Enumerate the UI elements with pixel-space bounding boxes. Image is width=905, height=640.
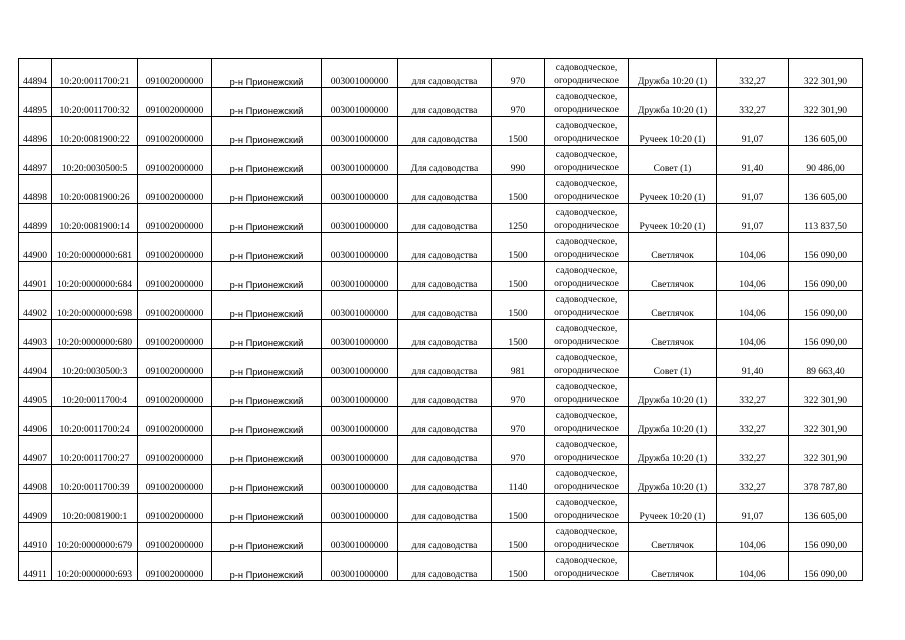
cadastral-number-cell: 10:20:0011700:4 — [52, 378, 138, 407]
cadastral-number-cell: 10:20:0000000:681 — [52, 233, 138, 262]
land-purpose-cell: Для садоводства — [398, 146, 492, 175]
okato-code-cell: 003001000000 — [322, 204, 398, 233]
land-use-type-line: огородническое — [554, 249, 619, 260]
specific-value-cell: 104,06 — [717, 552, 789, 581]
land-purpose-cell: для садоводства — [398, 88, 492, 117]
row-number-cell: 44900 — [19, 233, 52, 262]
specific-value-cell: 91,07 — [717, 494, 789, 523]
specific-value-cell: 104,06 — [717, 523, 789, 552]
specific-value-cell: 91,07 — [717, 117, 789, 146]
code-cell: 091002000000 — [138, 291, 212, 320]
land-use-type-line: огородническое — [554, 510, 619, 521]
okato-code-cell: 003001000000 — [322, 88, 398, 117]
land-use-type-line: огородническое — [554, 336, 619, 347]
district-cell: р-н Прионежский — [212, 349, 322, 378]
code-cell: 091002000000 — [138, 262, 212, 291]
land-use-type-line: садоводческое, — [555, 149, 618, 160]
cadastral-value-cell: 156 090,00 — [789, 552, 863, 581]
okato-code-cell: 003001000000 — [322, 320, 398, 349]
land-purpose-cell: для садоводства — [398, 262, 492, 291]
land-use-type-line: огородническое — [554, 307, 619, 318]
area-cell: 990 — [492, 146, 545, 175]
specific-value-cell: 91,07 — [717, 204, 789, 233]
row-number-cell: 44909 — [19, 494, 52, 523]
land-use-type-line: огородническое — [554, 568, 619, 579]
code-cell: 091002000000 — [138, 407, 212, 436]
area-cell: 1500 — [492, 523, 545, 552]
land-use-type-line: садоводческое, — [555, 62, 618, 73]
code-cell: 091002000000 — [138, 494, 212, 523]
cadastral-value-cell: 156 090,00 — [789, 262, 863, 291]
district-cell: р-н Прионежский — [212, 88, 322, 117]
code-cell: 091002000000 — [138, 523, 212, 552]
cadastral-number-cell: 10:20:0081900:22 — [52, 117, 138, 146]
area-cell: 1250 — [492, 204, 545, 233]
land-purpose-cell: для садоводства — [398, 175, 492, 204]
land-purpose-cell: для садоводства — [398, 59, 492, 88]
land-use-type-cell — [545, 175, 629, 204]
land-use-type-cell — [545, 117, 629, 146]
okato-code-cell: 003001000000 — [322, 378, 398, 407]
cadastral-value-cell: 322 301,90 — [789, 378, 863, 407]
land-purpose-cell: для садоводства — [398, 465, 492, 494]
area-cell: 970 — [492, 407, 545, 436]
cadastral-number-cell: 10:20:0011700:27 — [52, 436, 138, 465]
row-number-cell: 44898 — [19, 175, 52, 204]
cadastral-number-cell: 10:20:0011700:39 — [52, 465, 138, 494]
cadastral-value-cell: 156 090,00 — [789, 291, 863, 320]
land-use-type-cell — [545, 494, 629, 523]
land-use-type-line: садоводческое, — [555, 120, 618, 131]
cadastral-value-cell: 136 605,00 — [789, 117, 863, 146]
cadastral-value-cell: 322 301,90 — [789, 59, 863, 88]
district-cell: р-н Прионежский — [212, 204, 322, 233]
valuation-zone-cell: Светлячок — [629, 233, 717, 262]
land-use-type-cell — [545, 349, 629, 378]
valuation-zone-cell: Ручеек 10:20 (1) — [629, 175, 717, 204]
code-cell: 091002000000 — [138, 233, 212, 262]
okato-code-cell: 003001000000 — [322, 291, 398, 320]
row-number-cell: 44895 — [19, 88, 52, 117]
land-use-type-line: садоводческое, — [555, 439, 618, 450]
land-purpose-cell: для садоводства — [398, 378, 492, 407]
okato-code-cell: 003001000000 — [322, 494, 398, 523]
land-use-type-cell — [545, 552, 629, 581]
cadastral-number-cell: 10:20:0000000:684 — [52, 262, 138, 291]
valuation-zone-cell: Светлячок — [629, 552, 717, 581]
table-row — [19, 465, 863, 494]
land-use-type-line: огородническое — [554, 394, 619, 405]
valuation-zone-cell: Совет (1) — [629, 146, 717, 175]
valuation-zone-cell: Совет (1) — [629, 349, 717, 378]
specific-value-cell: 104,06 — [717, 233, 789, 262]
table-row — [19, 204, 863, 233]
cadastral-value-cell: 378 787,80 — [789, 465, 863, 494]
okato-code-cell: 003001000000 — [322, 146, 398, 175]
table-row — [19, 378, 863, 407]
row-number-cell: 44905 — [19, 378, 52, 407]
cadastral-value-table — [18, 58, 863, 581]
land-use-type-line: садоводческое, — [555, 236, 618, 247]
area-cell: 1500 — [492, 320, 545, 349]
row-number-cell: 44910 — [19, 523, 52, 552]
land-use-type-line: садоводческое, — [555, 207, 618, 218]
specific-value-cell: 104,06 — [717, 320, 789, 349]
district-cell: р-н Прионежский — [212, 146, 322, 175]
land-use-type-line: садоводческое, — [555, 381, 618, 392]
cadastral-number-cell: 10:20:0000000:693 — [52, 552, 138, 581]
land-use-type-cell — [545, 378, 629, 407]
valuation-zone-cell: Ручеек 10:20 (1) — [629, 117, 717, 146]
land-use-type-cell — [545, 465, 629, 494]
code-cell: 091002000000 — [138, 117, 212, 146]
row-number-cell: 44907 — [19, 436, 52, 465]
district-cell: р-н Прионежский — [212, 436, 322, 465]
land-purpose-cell: для садоводства — [398, 407, 492, 436]
area-cell: 1500 — [492, 494, 545, 523]
valuation-zone-cell: Дружба 10:20 (1) — [629, 407, 717, 436]
land-use-type-line: огородническое — [554, 423, 619, 434]
okato-code-cell: 003001000000 — [322, 465, 398, 494]
area-cell: 981 — [492, 349, 545, 378]
valuation-zone-cell: Ручеек 10:20 (1) — [629, 494, 717, 523]
okato-code-cell: 003001000000 — [322, 117, 398, 146]
specific-value-cell: 332,27 — [717, 59, 789, 88]
table-body — [19, 59, 863, 581]
cadastral-value-cell: 89 663,40 — [789, 349, 863, 378]
district-cell: р-н Прионежский — [212, 378, 322, 407]
valuation-zone-cell: Дружба 10:20 (1) — [629, 465, 717, 494]
area-cell: 1500 — [492, 117, 545, 146]
area-cell: 1140 — [492, 465, 545, 494]
code-cell: 091002000000 — [138, 146, 212, 175]
okato-code-cell: 003001000000 — [322, 436, 398, 465]
land-use-type-line: огородническое — [554, 365, 619, 376]
row-number-cell: 44906 — [19, 407, 52, 436]
table-row — [19, 320, 863, 349]
land-use-type-line: огородническое — [554, 162, 619, 173]
table-row — [19, 262, 863, 291]
land-use-type-cell — [545, 59, 629, 88]
specific-value-cell: 332,27 — [717, 407, 789, 436]
table-row — [19, 291, 863, 320]
cadastral-number-cell: 10:20:0030500:3 — [52, 349, 138, 378]
cadastral-number-cell: 10:20:0011700:32 — [52, 88, 138, 117]
table-row — [19, 407, 863, 436]
okato-code-cell: 003001000000 — [322, 59, 398, 88]
code-cell: 091002000000 — [138, 204, 212, 233]
table-row — [19, 88, 863, 117]
district-cell: р-н Прионежский — [212, 494, 322, 523]
land-use-type-line: садоводческое, — [555, 178, 618, 189]
land-use-type-line: огородническое — [554, 452, 619, 463]
specific-value-cell: 332,27 — [717, 378, 789, 407]
land-use-type-line: огородническое — [554, 133, 619, 144]
table-row — [19, 117, 863, 146]
area-cell: 970 — [492, 59, 545, 88]
valuation-zone-cell: Светлячок — [629, 523, 717, 552]
cadastral-number-cell: 10:20:0011700:21 — [52, 59, 138, 88]
okato-code-cell: 003001000000 — [322, 262, 398, 291]
row-number-cell: 44903 — [19, 320, 52, 349]
table-row — [19, 175, 863, 204]
cadastral-value-cell: 156 090,00 — [789, 523, 863, 552]
district-cell: р-н Прионежский — [212, 175, 322, 204]
land-use-type-cell — [545, 88, 629, 117]
district-cell: р-н Прионежский — [212, 262, 322, 291]
table-row — [19, 552, 863, 581]
specific-value-cell: 91,40 — [717, 349, 789, 378]
cadastral-number-cell: 10:20:0000000:698 — [52, 291, 138, 320]
area-cell: 1500 — [492, 175, 545, 204]
code-cell: 091002000000 — [138, 349, 212, 378]
specific-value-cell: 332,27 — [717, 88, 789, 117]
land-purpose-cell: для садоводства — [398, 494, 492, 523]
okato-code-cell: 003001000000 — [322, 233, 398, 262]
land-use-type-line: огородническое — [554, 75, 619, 86]
valuation-zone-cell: Дружба 10:20 (1) — [629, 88, 717, 117]
okato-code-cell: 003001000000 — [322, 552, 398, 581]
row-number-cell: 44894 — [19, 59, 52, 88]
land-use-type-cell — [545, 204, 629, 233]
cadastral-value-cell: 322 301,90 — [789, 407, 863, 436]
area-cell: 1500 — [492, 552, 545, 581]
okato-code-cell: 003001000000 — [322, 523, 398, 552]
land-purpose-cell: для садоводства — [398, 233, 492, 262]
row-number-cell: 44896 — [19, 117, 52, 146]
land-use-type-line: садоводческое, — [555, 468, 618, 479]
row-number-cell: 44899 — [19, 204, 52, 233]
cadastral-value-cell: 156 090,00 — [789, 320, 863, 349]
valuation-zone-cell: Светлячок — [629, 262, 717, 291]
table-row — [19, 523, 863, 552]
district-cell: р-н Прионежский — [212, 523, 322, 552]
valuation-zone-cell: Светлячок — [629, 320, 717, 349]
code-cell: 091002000000 — [138, 175, 212, 204]
cadastral-number-cell: 10:20:0011700:24 — [52, 407, 138, 436]
land-use-type-line: садоводческое, — [555, 91, 618, 102]
area-cell: 970 — [492, 378, 545, 407]
cadastral-value-cell: 322 301,90 — [789, 436, 863, 465]
land-use-type-line: садоводческое, — [555, 323, 618, 334]
area-cell: 970 — [492, 436, 545, 465]
specific-value-cell: 104,06 — [717, 262, 789, 291]
land-purpose-cell: для садоводства — [398, 436, 492, 465]
land-purpose-cell: для садоводства — [398, 291, 492, 320]
land-use-type-cell — [545, 407, 629, 436]
area-cell: 1500 — [492, 233, 545, 262]
land-use-type-cell — [545, 320, 629, 349]
cadastral-value-cell: 136 605,00 — [789, 494, 863, 523]
district-cell: р-н Прионежский — [212, 233, 322, 262]
valuation-zone-cell: Дружба 10:20 (1) — [629, 59, 717, 88]
cadastral-value-cell: 322 301,90 — [789, 88, 863, 117]
district-cell: р-н Прионежский — [212, 59, 322, 88]
district-cell: р-н Прионежский — [212, 320, 322, 349]
area-cell: 1500 — [492, 262, 545, 291]
cadastral-value-cell: 156 090,00 — [789, 233, 863, 262]
code-cell: 091002000000 — [138, 552, 212, 581]
valuation-zone-cell: Дружба 10:20 (1) — [629, 436, 717, 465]
table-row — [19, 436, 863, 465]
specific-value-cell: 104,06 — [717, 291, 789, 320]
land-use-type-line: огородническое — [554, 539, 619, 550]
row-number-cell: 44904 — [19, 349, 52, 378]
land-use-type-cell — [545, 233, 629, 262]
code-cell: 091002000000 — [138, 59, 212, 88]
land-use-type-line: садоводческое, — [555, 526, 618, 537]
land-use-type-line: огородническое — [554, 191, 619, 202]
specific-value-cell: 332,27 — [717, 465, 789, 494]
row-number-cell: 44901 — [19, 262, 52, 291]
land-use-type-line: огородническое — [554, 220, 619, 231]
land-use-type-line: огородническое — [554, 278, 619, 289]
row-number-cell: 44908 — [19, 465, 52, 494]
land-use-type-cell — [545, 291, 629, 320]
table-row — [19, 494, 863, 523]
district-cell: р-н Прионежский — [212, 291, 322, 320]
code-cell: 091002000000 — [138, 465, 212, 494]
district-cell: р-н Прионежский — [212, 117, 322, 146]
land-use-type-line: садоводческое, — [555, 352, 618, 363]
code-cell: 091002000000 — [138, 378, 212, 407]
okato-code-cell: 003001000000 — [322, 407, 398, 436]
land-use-type-cell — [545, 523, 629, 552]
valuation-zone-cell: Ручеек 10:20 (1) — [629, 204, 717, 233]
cadastral-number-cell: 10:20:0000000:680 — [52, 320, 138, 349]
district-cell: р-н Прионежский — [212, 465, 322, 494]
specific-value-cell: 91,40 — [717, 146, 789, 175]
row-number-cell: 44902 — [19, 291, 52, 320]
land-purpose-cell: для садоводства — [398, 320, 492, 349]
row-number-cell: 44897 — [19, 146, 52, 175]
specific-value-cell: 332,27 — [717, 436, 789, 465]
land-use-type-line: садоводческое, — [555, 410, 618, 421]
table-row — [19, 59, 863, 88]
land-use-type-line: садоводческое, — [555, 555, 618, 566]
cadastral-number-cell: 10:20:0081900:1 — [52, 494, 138, 523]
land-purpose-cell: для садоводства — [398, 552, 492, 581]
table-row — [19, 146, 863, 175]
valuation-zone-cell: Светлячок — [629, 291, 717, 320]
table-row — [19, 349, 863, 378]
land-use-type-line: огородническое — [554, 104, 619, 115]
okato-code-cell: 003001000000 — [322, 349, 398, 378]
code-cell: 091002000000 — [138, 320, 212, 349]
land-purpose-cell: для садоводства — [398, 117, 492, 146]
land-use-type-line: огородническое — [554, 481, 619, 492]
code-cell: 091002000000 — [138, 88, 212, 117]
land-use-type-line: садоводческое, — [555, 497, 618, 508]
land-purpose-cell: для садоводства — [398, 349, 492, 378]
specific-value-cell: 91,07 — [717, 175, 789, 204]
table-row — [19, 233, 863, 262]
code-cell: 091002000000 — [138, 436, 212, 465]
land-use-type-cell — [545, 146, 629, 175]
district-cell: р-н Прионежский — [212, 552, 322, 581]
land-purpose-cell: для садоводства — [398, 523, 492, 552]
okato-code-cell: 003001000000 — [322, 175, 398, 204]
cadastral-number-cell: 10:20:0081900:26 — [52, 175, 138, 204]
area-cell: 970 — [492, 88, 545, 117]
cadastral-number-cell: 10:20:0000000:679 — [52, 523, 138, 552]
cadastral-value-cell: 90 486,00 — [789, 146, 863, 175]
land-purpose-cell: для садоводства — [398, 204, 492, 233]
district-cell: р-н Прионежский — [212, 407, 322, 436]
land-use-type-cell — [545, 436, 629, 465]
land-use-type-line: садоводческое, — [555, 294, 618, 305]
cadastral-number-cell: 10:20:0030500:5 — [52, 146, 138, 175]
land-use-type-cell — [545, 262, 629, 291]
row-number-cell: 44911 — [19, 552, 52, 581]
cadastral-value-cell: 136 605,00 — [789, 175, 863, 204]
cadastral-value-cell: 113 837,50 — [789, 204, 863, 233]
area-cell: 1500 — [492, 291, 545, 320]
valuation-zone-cell: Дружба 10:20 (1) — [629, 378, 717, 407]
land-use-type-line: садоводческое, — [555, 265, 618, 276]
cadastral-number-cell: 10:20:0081900:14 — [52, 204, 138, 233]
